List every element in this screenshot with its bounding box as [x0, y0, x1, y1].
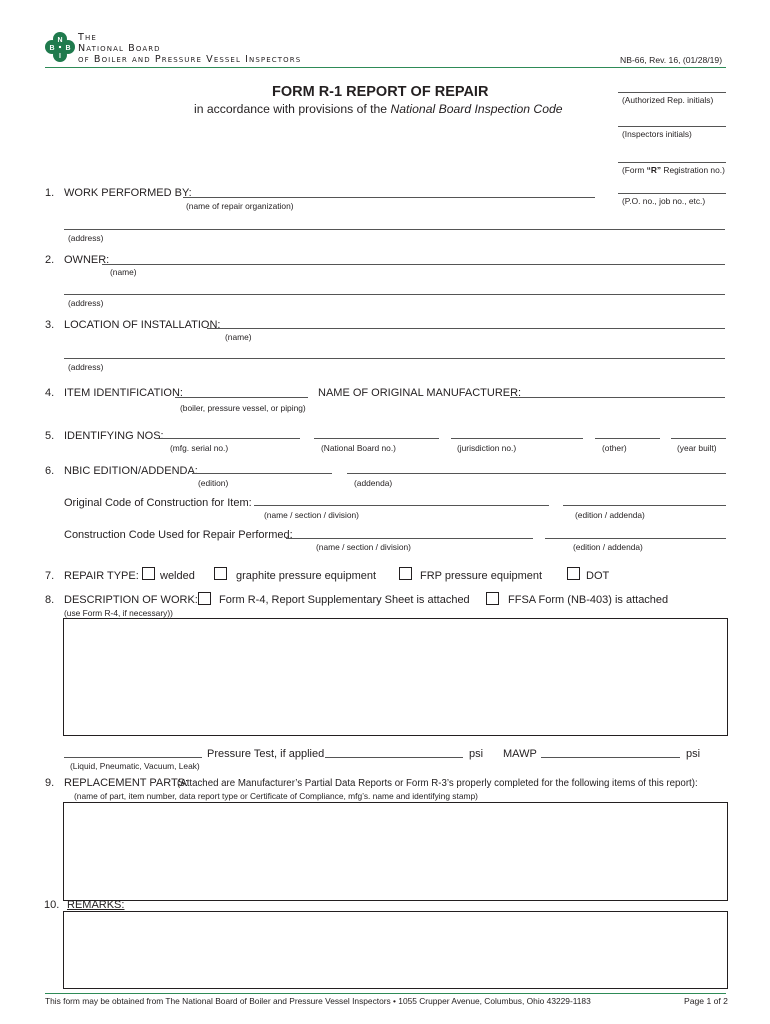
jurisdiction-number-field[interactable]: [451, 438, 583, 439]
mawp-field[interactable]: [541, 757, 680, 758]
pressure-test-label: Pressure Test, if applied: [207, 748, 325, 760]
repair-organization-hint: (name of repair organization): [186, 201, 294, 211]
form-r4-label: Form R-4, Report Supplementary Sheet is attached: [219, 594, 470, 606]
repair-organization-address-hint: (address): [68, 233, 104, 243]
section-4-number: 4.: [45, 387, 55, 399]
inspectors-initials-hint: (Inspectors initials): [622, 129, 692, 139]
item-identification-hint: (boiler, pressure vessel, or piping): [180, 403, 306, 413]
section-7-label: REPAIR TYPE:: [64, 570, 139, 582]
original-manufacturer-label: NAME OF ORIGINAL MANUFACTURER:: [318, 387, 522, 399]
section-5-number: 5.: [45, 430, 55, 442]
form-r4-checkbox[interactable]: [198, 592, 211, 605]
replacement-parts-hint: (name of part, item number, data report type or Certificate of Compliance, mfg’s. name and identifying stamp): [74, 791, 478, 801]
repair-organization-field[interactable]: [183, 197, 595, 198]
inspectors-initials-field[interactable]: [618, 126, 726, 127]
logo-letter-b-left: B: [49, 45, 55, 52]
repair-code-edition-hint: (edition / addenda): [573, 542, 643, 552]
dot-label: DOT: [586, 570, 610, 582]
replacement-parts-box[interactable]: [63, 802, 728, 901]
reg-hint-r: “R”: [646, 165, 662, 175]
section-10-label: REMARKS:: [67, 899, 125, 911]
original-code-field[interactable]: [254, 505, 549, 506]
dot-checkbox[interactable]: [567, 567, 580, 580]
section-7-number: 7.: [45, 570, 55, 582]
repair-code-edition-field[interactable]: [545, 538, 726, 539]
nbic-edition-hint: (edition): [198, 478, 229, 488]
org-line-1: The: [78, 32, 97, 43]
form-subtitle: [194, 102, 563, 116]
replacement-parts-text: (Attached are Manufacturer’s Partial Data Reports or Form R-3’s properly completed for the following items of this report):: [177, 778, 698, 789]
owner-name-hint: (name): [110, 267, 137, 277]
section-3-label: LOCATION OF INSTALLATION:: [64, 319, 221, 331]
footer-rule: [45, 993, 726, 994]
national-board-logo: [45, 31, 75, 63]
installation-address-field[interactable]: [64, 358, 725, 359]
mawp-label: MAWP: [503, 748, 537, 760]
original-code-label: Original Code of Construction for Item:: [64, 497, 252, 509]
installation-name-hint: (name): [225, 332, 252, 342]
section-6-number: 6.: [45, 465, 55, 477]
footer-text: This form may be obtained from The National Board of Boiler and Pressure Vessel Inspectors • 1055 Crupper Avenue, Columbus, Ohio 43229-1183: [45, 996, 591, 1006]
section-8-label: DESCRIPTION OF WORK:: [64, 594, 198, 606]
authorized-rep-initials-hint: (Authorized Rep. initials): [622, 95, 714, 105]
logo-letter-b-right: B: [65, 45, 71, 52]
year-built-field[interactable]: [671, 438, 726, 439]
po-number-field[interactable]: [618, 193, 726, 194]
section-10-number: 10.: [44, 899, 60, 911]
pressure-test-unit: psi: [469, 748, 484, 760]
welded-checkbox[interactable]: [142, 567, 155, 580]
description-note: (use Form R-4, if necessary)): [64, 608, 173, 618]
organization-name: [78, 32, 301, 65]
ffsa-checkbox[interactable]: [486, 592, 499, 605]
pressure-test-field[interactable]: [325, 757, 463, 758]
section-1-label: WORK PERFORMED BY:: [64, 187, 192, 199]
logo-letter-n: N: [57, 37, 63, 44]
ffsa-label: FFSA Form (NB-403) is attached: [508, 594, 669, 606]
section-2-number: 2.: [45, 254, 55, 266]
section-6-label: NBIC EDITION/ADDENDA:: [64, 465, 198, 477]
registration-number-field[interactable]: [618, 162, 726, 163]
remarks-box[interactable]: [63, 911, 728, 989]
original-code-edition-field[interactable]: [563, 505, 726, 506]
form-number: NB-66, Rev. 16, (01/28/19): [620, 55, 723, 65]
original-code-hint: (name / section / division): [264, 510, 359, 520]
original-manufacturer-field[interactable]: [510, 397, 725, 398]
repair-code-label: Construction Code Used for Repair Performed:: [64, 529, 293, 541]
owner-name-field[interactable]: [102, 264, 725, 265]
reg-hint-suffix: Registration no.): [661, 165, 725, 175]
org-line-3: of Boiler and Pressure Vessel Inspectors: [78, 54, 302, 65]
description-of-work-box[interactable]: [63, 618, 728, 736]
test-type-hint: (Liquid, Pneumatic, Vacuum, Leak): [70, 761, 200, 771]
mawp-unit: psi: [686, 748, 701, 760]
item-identification-field[interactable]: [175, 397, 308, 398]
nbic-addenda-hint: (addenda): [354, 478, 393, 488]
graphite-checkbox[interactable]: [214, 567, 227, 580]
frp-label: FRP pressure equipment: [420, 570, 543, 582]
logo-letter-i: I: [59, 53, 61, 60]
national-board-number-field[interactable]: [314, 438, 439, 439]
year-built-hint: (year built): [677, 443, 717, 453]
test-type-field[interactable]: [64, 757, 202, 758]
section-2-label: OWNER:: [64, 254, 110, 266]
po-number-hint: (P.O. no., job no., etc.): [622, 196, 706, 206]
installation-address-hint: (address): [68, 362, 104, 372]
original-code-edition-hint: (edition / addenda): [575, 510, 645, 520]
nbic-edition-field[interactable]: [192, 473, 332, 474]
repair-code-field[interactable]: [286, 538, 533, 539]
authorized-rep-initials-field[interactable]: [618, 92, 726, 93]
repair-organization-address-field[interactable]: [64, 229, 725, 230]
form-title: FORM R-1 REPORT OF REPAIR: [272, 84, 489, 100]
section-3-number: 3.: [45, 319, 55, 331]
nbic-addenda-field[interactable]: [347, 473, 726, 474]
other-number-hint: (other): [602, 443, 627, 453]
section-4-label: ITEM IDENTIFICATION:: [64, 387, 183, 399]
jurisdiction-number-hint: (jurisdiction no.): [457, 443, 517, 453]
subtitle-prefix: in accordance with provisions of the: [194, 102, 388, 116]
national-board-number-hint: (National Board no.): [321, 443, 396, 453]
repair-code-hint: (name / section / division): [316, 542, 411, 552]
section-9-label: REPLACEMENT PARTS:: [64, 777, 189, 789]
graphite-label: graphite pressure equipment: [236, 570, 377, 582]
mfg-serial-number-hint: (mfg. serial no.): [170, 443, 229, 453]
owner-address-hint: (address): [68, 298, 104, 308]
registration-number-hint: [622, 165, 725, 175]
owner-address-field[interactable]: [64, 294, 725, 295]
other-number-field[interactable]: [595, 438, 660, 439]
section-8-number: 8.: [45, 594, 55, 606]
section-5-label: IDENTIFYING NOS:: [64, 430, 164, 442]
org-line-2: National Board: [78, 43, 161, 54]
installation-name-field[interactable]: [207, 328, 725, 329]
section-1-number: 1.: [45, 187, 55, 199]
mfg-serial-number-field[interactable]: [157, 438, 300, 439]
subtitle-code-name: National Board Inspection Code: [390, 102, 563, 116]
header-rule: [45, 67, 726, 68]
welded-label: welded: [160, 570, 195, 582]
section-9-number: 9.: [45, 777, 55, 789]
reg-hint-prefix: (Form: [622, 165, 647, 175]
frp-checkbox[interactable]: [399, 567, 412, 580]
page-number: Page 1 of 2: [684, 996, 728, 1006]
